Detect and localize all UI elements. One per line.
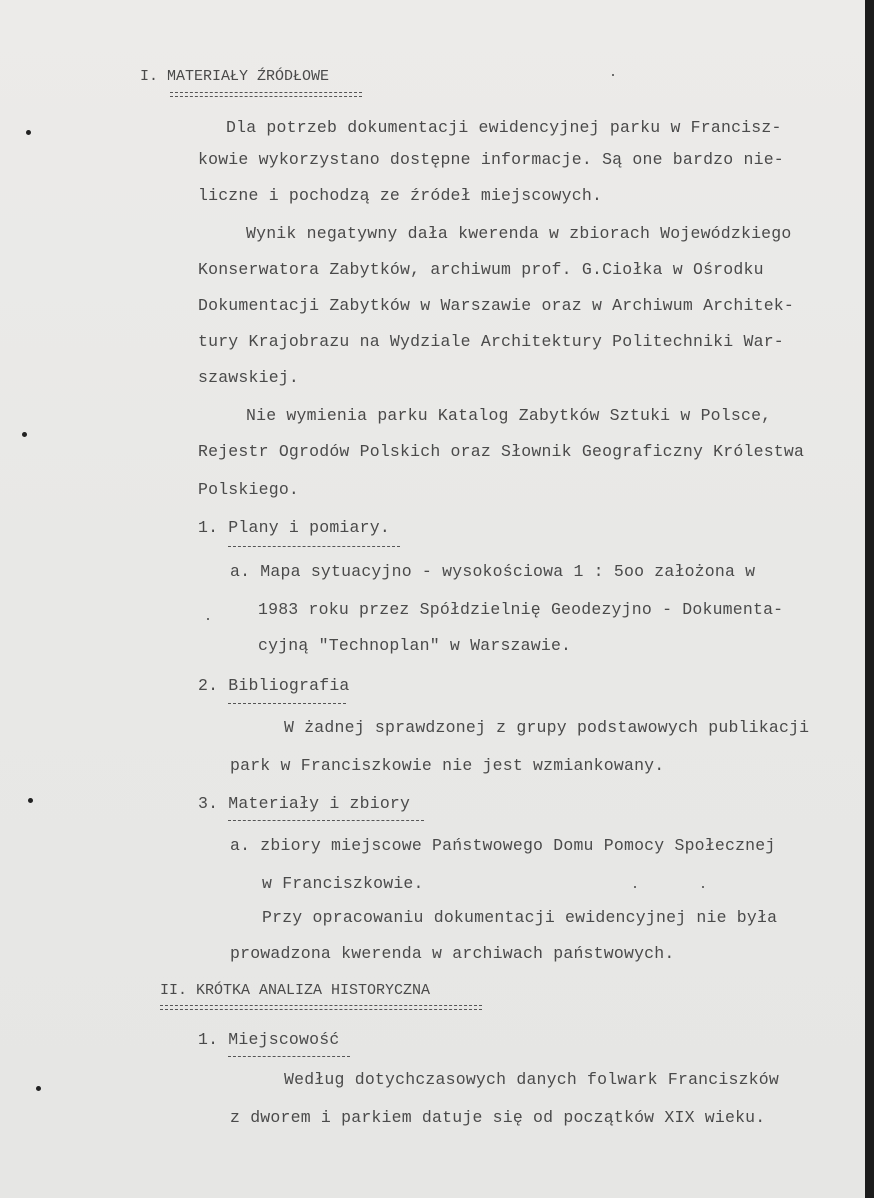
speck [207, 618, 209, 620]
paragraph-2-line-2: Konserwatora Zabytków, archiwum prof. G.Ciołka w Ośrodku [198, 260, 764, 279]
locality-line-2: z dworem i parkiem datuje się od początków XIX wieku. [230, 1108, 766, 1127]
speck [634, 886, 636, 888]
paragraph-2-line-5: szawskiej. [198, 368, 300, 387]
section-1-heading: I. MATERIAŁY ŹRÓDŁOWE [140, 68, 330, 85]
plans-item-a-line-1: a. Mapa sytuacyjno - wysokościowa 1 : 5oo założona w [230, 562, 756, 581]
paragraph-2-line-1: Wynik negatywny dała kwerenda w zbiorach Wojewódzkiego [246, 224, 792, 243]
section-2-heading-underline [160, 1005, 482, 1010]
paragraph-3-line-3: Polskiego. [198, 480, 300, 499]
bibliography-line-2: park w Franciszkowie nie jest wzmiankowany. [230, 756, 665, 775]
paragraph-1-line-1: Dla potrzeb dokumentacji ewidencyjnej parku w Francisz- [226, 118, 782, 137]
paragraph-2-line-3: Dokumentacji Zabytków w Warszawie oraz w Archiwum Architek- [198, 296, 794, 315]
paragraph-3-line-1: Nie wymienia parku Katalog Zabytków Sztuki w Polsce, [246, 406, 772, 425]
subsection-1-heading: 1. Plany i pomiary. [198, 518, 390, 537]
section-2-subsection-1-heading: 1. Miejscowość [198, 1030, 340, 1049]
speck [702, 886, 704, 888]
bibliography-line-1: W żadnej sprawdzonej z grupy podstawowych publikacji [284, 718, 810, 737]
punch-hole [22, 432, 27, 437]
subsection-2-heading-underline [228, 703, 346, 704]
subsection-2-heading: 2. Bibliografia [198, 676, 350, 695]
section-2-heading: II. KRÓTKA ANALIZA HISTORYCZNA [160, 982, 431, 999]
punch-hole [36, 1086, 41, 1091]
materials-note-line-2: prowadzona kwerenda w archiwach państwowych. [230, 944, 675, 963]
subsection-1-heading-underline [228, 546, 400, 547]
subsection-3-heading-underline [228, 820, 424, 821]
section-2-subsection-1-heading-underline [228, 1056, 350, 1057]
plans-item-a-line-3: cyjną "Technoplan" w Warszawie. [258, 636, 572, 655]
locality-line-1: Według dotychczasowych danych folwark Franciszków [284, 1070, 779, 1089]
subsection-3-heading: 3. Materiały i zbiory [198, 794, 411, 813]
punch-hole [26, 130, 31, 135]
materials-item-a-line-1: a. zbiory miejscowe Państwowego Domu Pomocy Społecznej [230, 836, 776, 855]
scan-edge [865, 0, 874, 1198]
speck [612, 74, 614, 76]
punch-hole [28, 798, 33, 803]
materials-note-line-1: Przy opracowaniu dokumentacji ewidencyjnej nie była [262, 908, 778, 927]
section-1-heading-underline [170, 92, 362, 97]
plans-item-a-line-2: 1983 roku przez Spółdzielnię Geodezyjno - Dokumenta- [258, 600, 784, 619]
materials-item-a-line-2: w Franciszkowie. [262, 874, 424, 893]
paragraph-1-line-2: kowie wykorzystano dostępne informacje. Są one bardzo nie- [198, 150, 784, 169]
paragraph-3-line-2: Rejestr Ogrodów Polskich oraz Słownik Geograficzny Królestwa [198, 442, 805, 461]
paragraph-2-line-4: tury Krajobrazu na Wydziale Architektury Politechniki War- [198, 332, 784, 351]
paragraph-1-line-3: liczne i pochodzą ze źródeł miejscowych. [198, 186, 603, 205]
